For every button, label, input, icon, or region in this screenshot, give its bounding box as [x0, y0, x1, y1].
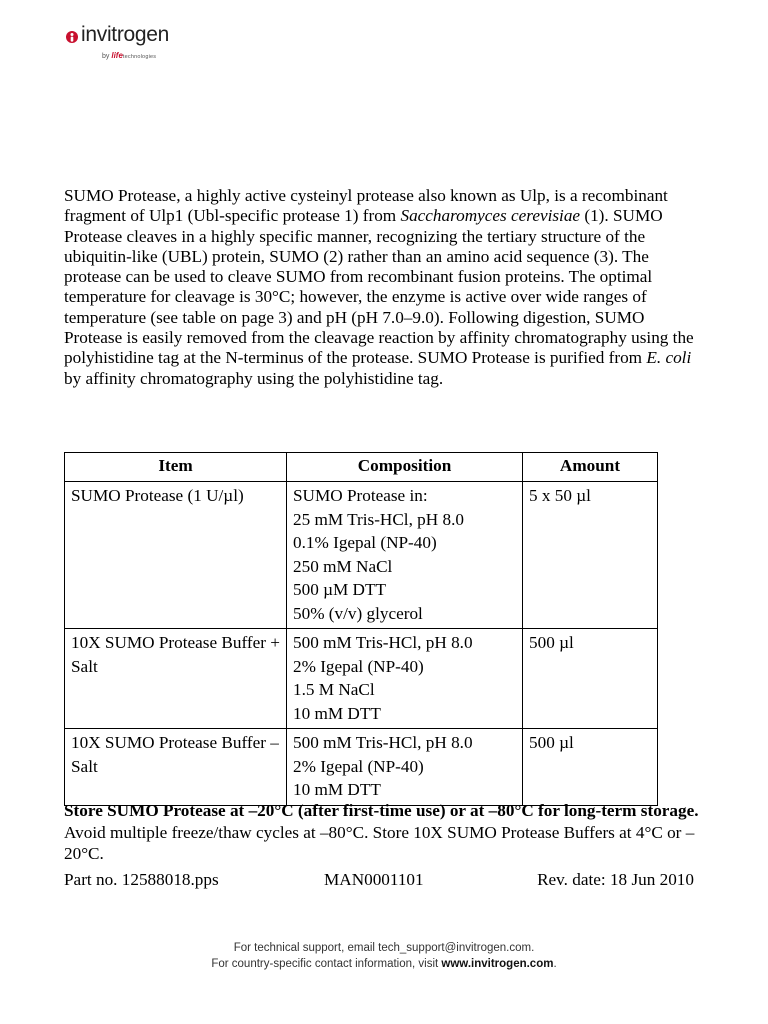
document-info	[64, 870, 694, 894]
composition-line: 500 mM Tris-HCl, pH 8.0	[293, 733, 473, 752]
composition-line: SUMO Protease in:	[293, 486, 428, 505]
composition-table	[64, 452, 658, 806]
amount-cell: 5 x 50 µl	[523, 482, 658, 629]
table-header-row	[65, 453, 658, 482]
intro-text-3: by affinity chromatography using the polyhistidine tag.	[64, 368, 444, 388]
composition-cell	[287, 629, 523, 729]
composition-cell	[287, 482, 523, 629]
table-row	[65, 729, 658, 806]
revision-date: Rev. date: 18 Jun 2010	[537, 870, 694, 889]
invitrogen-mark-icon	[64, 29, 80, 45]
invitrogen-logo	[64, 22, 194, 66]
item-cell: 10X SUMO Protease Buffer – Salt	[65, 729, 287, 806]
composition-line: 500 µM DTT	[293, 580, 386, 599]
header-composition: Composition	[287, 453, 523, 482]
organism-name: E. coli	[646, 348, 692, 368]
page-footer	[0, 940, 768, 972]
footer-support-line: For technical support, email tech_support@invitrogen.com.	[233, 942, 535, 954]
composition-cell	[287, 729, 523, 806]
storage-warning: Store SUMO Protease at –20°C (after first-time use) or at –80°C for long-term storage.	[64, 801, 699, 820]
composition-line: 50% (v/v) glycerol	[293, 603, 423, 623]
footer-contact-suffix: .	[553, 958, 557, 970]
byline-suffix: technologies	[122, 54, 157, 60]
header-amount: Amount	[523, 453, 658, 482]
header-item: Item	[65, 453, 287, 482]
composition-line: 0.1% Igepal (NP-40)	[293, 533, 437, 552]
composition-line: 10 mM DTT	[293, 780, 381, 799]
brand-name: invitrogen	[81, 23, 170, 46]
intro-text-2: (1). SUMO Protease cleaves in a highly specific manner, recognizing the tertiary structure of the ubiquitin-like (UBL) protein, SUMO (2) rather than an amino acid sequence (3). The protease can be used to cleave SUMO from recombinant fusion proteins. The optimal temperature for cleavage is 30°C; however, the enzyme is active over wide ranges of temperature (see table on page 3) and pH (pH 7.0–9.0). Following digestion, SUMO Protease is easily removed from the cleavage reaction by affinity chromatography using the polyhistidine tag at the N-terminus of the protease. SUMO Protease is purified from	[64, 206, 694, 368]
website-link[interactable]: www.invitrogen.com	[441, 958, 554, 970]
footer-contact-prefix: For country-specific contact information, visit	[211, 958, 442, 970]
intro-paragraph	[64, 186, 704, 389]
composition-line: 2% Igepal (NP-40)	[293, 756, 424, 776]
intro-text-1: SUMO Protease, a highly active cysteinyl protease also known as Ulp, is a recombinant fragment of Ulp1 (Ubl-specific protease 1) from	[64, 186, 668, 226]
species-name: Saccharomyces cerevisiae	[400, 206, 581, 226]
storage-note	[64, 800, 704, 865]
footer-contact-line	[0, 956, 768, 972]
composition-line: 25 mM Tris-HCl, pH 8.0	[293, 509, 464, 529]
amount-cell: 500 µl	[523, 629, 658, 729]
storage-text: Avoid multiple freeze/thaw cycles at –80°C. Store 10X SUMO Protease Buffers at 4°C or –20°C.	[64, 822, 695, 863]
composition-line: 2% Igepal (NP-40)	[293, 656, 424, 676]
item-cell: 10X SUMO Protease Buffer + Salt	[65, 629, 287, 729]
manual-number: MAN0001101	[324, 870, 424, 889]
item-cell: SUMO Protease (1 U/µl)	[65, 482, 287, 629]
brand-byline	[102, 51, 156, 60]
composition-line: 1.5 M NaCl	[293, 680, 375, 699]
amount-cell: 500 µl	[523, 729, 658, 806]
composition-line: 500 mM Tris-HCl, pH 8.0	[293, 633, 473, 652]
composition-line: 10 mM DTT	[293, 703, 381, 723]
byline-life: life	[111, 51, 123, 60]
part-number: Part no. 12588018.pps	[64, 870, 219, 889]
table-row	[65, 482, 658, 629]
table-row	[65, 629, 658, 729]
composition-line: 250 mM NaCl	[293, 556, 393, 576]
byline-prefix: by	[102, 53, 110, 60]
